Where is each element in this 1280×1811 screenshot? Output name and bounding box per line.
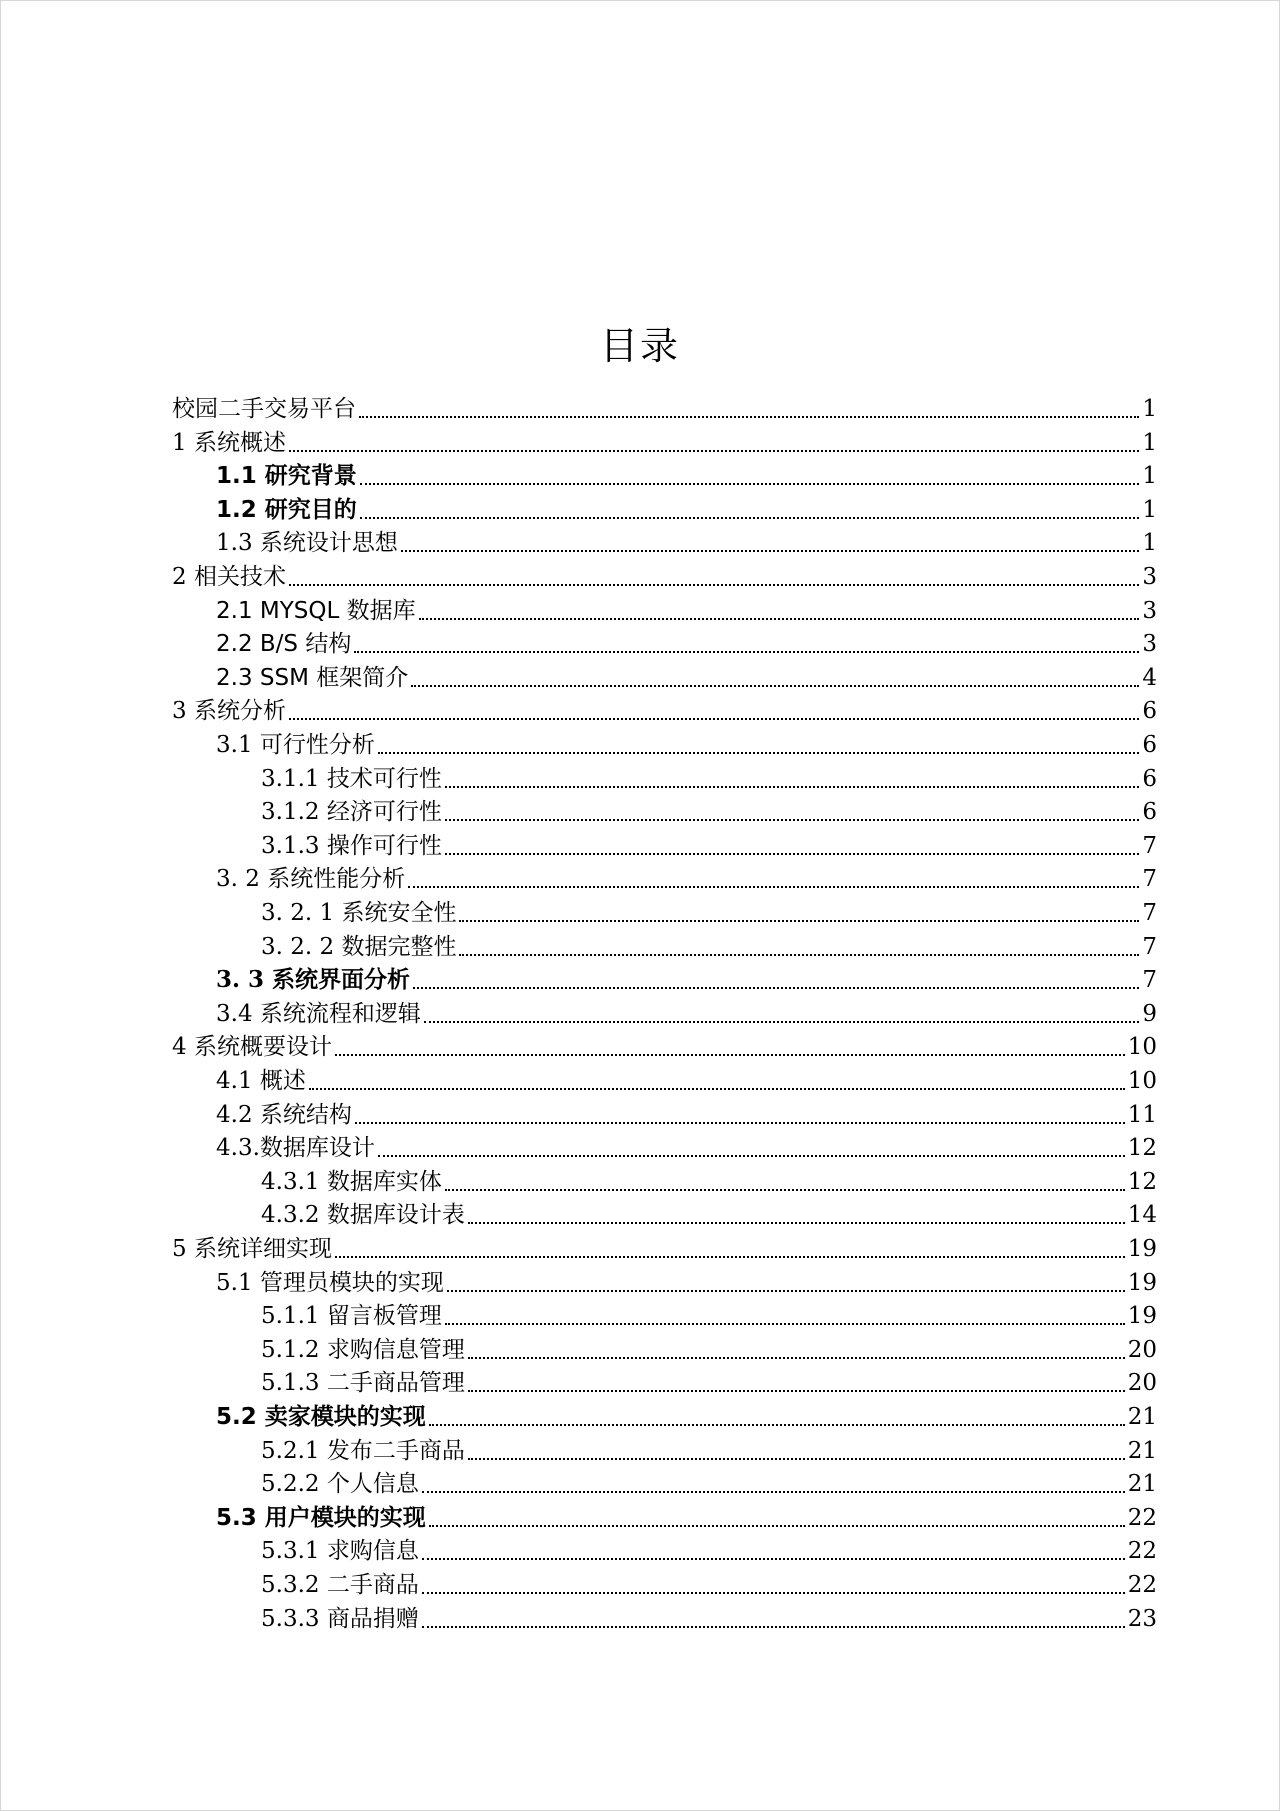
toc-entry[interactable] [261, 930, 1157, 964]
toc-entry-title: 2.3 SSM 框架简介 [216, 664, 409, 691]
toc-title: 目录 [599, 324, 680, 368]
toc-entry[interactable] [261, 1333, 1157, 1367]
toc-entry-title: 5.1.3 二手商品管理 [261, 1370, 465, 1397]
toc-entry-page-number: 6 [1142, 765, 1157, 792]
toc-dot-leader [355, 1122, 1125, 1124]
toc-entry[interactable] [216, 526, 1157, 560]
toc-entry-title: 5.3 用户模块的实现 [216, 1504, 426, 1531]
toc-dot-leader [422, 1626, 1125, 1628]
toc-entry[interactable] [216, 1501, 1157, 1535]
toc-entry[interactable] [216, 1064, 1157, 1098]
toc-dot-leader [360, 483, 1140, 485]
toc-entry[interactable] [216, 493, 1157, 527]
toc-entry-title: 4 系统概要设计 [172, 1034, 332, 1061]
toc-dot-leader [359, 416, 1139, 418]
toc-dot-leader [335, 1256, 1125, 1258]
toc-entry-title: 3.1.2 经济可行性 [261, 799, 442, 826]
toc-entry-page-number: 7 [1142, 866, 1157, 893]
toc-entry-title: 3.1 可行性分析 [216, 732, 375, 758]
toc-entry-title: 校园二手交易平台 [172, 396, 356, 422]
toc-entry[interactable] [261, 1534, 1157, 1568]
toc-entry-title: 4.3.2 数据库设计表 [261, 1202, 465, 1229]
toc-entry-title: 4.3.1 数据库实体 [261, 1168, 442, 1195]
toc-entry-title: 5.3.1 求购信息 [261, 1538, 419, 1565]
toc-entry-title: 3.4 系统流程和逻辑 [216, 1000, 421, 1027]
toc-dot-leader [360, 517, 1140, 519]
toc-entry-title: 3 系统分析 [172, 698, 286, 725]
toc-entry-title: 4.3.数据库设计 [216, 1135, 375, 1162]
toc-entry-title: 3.1.1 技术可行性 [261, 765, 442, 792]
toc-dot-leader [468, 1357, 1125, 1359]
toc-entry[interactable] [261, 896, 1157, 930]
toc-entry[interactable] [216, 997, 1157, 1031]
toc-entry[interactable] [216, 594, 1157, 628]
toc-dot-leader [335, 1054, 1125, 1056]
toc-entry-title: 3. 2. 2 数据完整性 [261, 933, 457, 960]
toc-entry-title: 5.1.2 求购信息管理 [261, 1336, 465, 1363]
toc-entry-page-number: 19 [1127, 1236, 1157, 1262]
toc-entry[interactable] [261, 1568, 1157, 1602]
toc-entry-title: 3. 3 系统界面分析 [216, 966, 411, 994]
toc-dot-leader [422, 1558, 1125, 1560]
toc-entry[interactable] [172, 1232, 1157, 1266]
toc-dot-leader [429, 1424, 1125, 1426]
toc-entry[interactable] [261, 762, 1157, 796]
toc-dot-leader [408, 886, 1139, 888]
toc-entry-page-number: 21 [1127, 1404, 1157, 1430]
toc-dot-leader [289, 718, 1139, 720]
toc-dot-leader [422, 1491, 1125, 1493]
toc-entry[interactable] [261, 1434, 1157, 1468]
toc-entry-page-number: 1 [1142, 530, 1157, 557]
toc-entry[interactable] [261, 1165, 1157, 1199]
toc-entry-title: 1.2 研究目的 [216, 496, 357, 523]
toc-entry[interactable] [216, 728, 1157, 762]
toc-entry-title: 2 相关技术 [172, 564, 286, 590]
toc-entry-page-number: 6 [1142, 698, 1157, 725]
toc-entry[interactable] [261, 1366, 1157, 1400]
toc-entry-page-number: 19 [1127, 1303, 1157, 1330]
toc-entry-page-number: 6 [1142, 732, 1157, 758]
toc-entry-title: 2.2 B/S 结构 [216, 631, 352, 658]
toc-entry-page-number: 10 [1127, 1068, 1157, 1094]
toc-entry-page-number: 22 [1127, 1504, 1157, 1531]
toc-entry-page-number: 20 [1127, 1336, 1157, 1363]
toc-entry[interactable] [216, 1131, 1157, 1165]
toc-dot-leader [468, 1390, 1125, 1392]
toc-entry-page-number: 12 [1127, 1135, 1157, 1162]
toc-entry-page-number: 22 [1127, 1538, 1157, 1565]
toc-entry[interactable] [216, 1266, 1157, 1300]
toc-dot-leader [309, 1088, 1125, 1090]
toc-entry-page-number: 21 [1127, 1437, 1157, 1464]
toc-entry[interactable] [216, 1400, 1157, 1434]
toc-dot-leader [413, 987, 1139, 989]
toc-entry-title: 5.1 管理员模块的实现 [216, 1269, 444, 1296]
toc-entry-page-number: 7 [1142, 900, 1157, 926]
toc-entry[interactable] [216, 963, 1157, 997]
toc-entry-title: 5.2.2 个人信息 [261, 1471, 419, 1498]
toc-entry-page-number: 1 [1142, 463, 1157, 490]
toc-entry-page-number: 6 [1142, 799, 1157, 826]
toc-entry-page-number: 1 [1142, 396, 1157, 422]
toc-entry[interactable] [261, 1299, 1157, 1333]
toc-dot-leader [445, 786, 1140, 788]
toc-entry-title: 5.2 卖家模块的实现 [216, 1404, 426, 1430]
toc-entry-title: 4.2 系统结构 [216, 1101, 352, 1128]
toc-entry-page-number: 14 [1127, 1202, 1157, 1229]
toc-dot-leader [289, 450, 1139, 452]
toc-entry-page-number: 11 [1127, 1101, 1157, 1128]
toc-dot-leader [445, 1323, 1125, 1325]
toc-dot-leader [445, 819, 1140, 821]
toc-entry-page-number: 23 [1127, 1605, 1157, 1632]
toc-dot-leader [289, 584, 1139, 586]
toc-entry-title: 5.2.1 发布二手商品 [261, 1437, 465, 1464]
toc-entry[interactable] [172, 426, 1157, 460]
toc-entry-title: 2.1 MYSQL 数据库 [216, 597, 416, 624]
toc-dot-leader [445, 853, 1140, 855]
toc-dot-leader [468, 1222, 1125, 1224]
toc-entry-page-number: 9 [1142, 1000, 1157, 1027]
toc-entry[interactable] [216, 862, 1157, 896]
toc-dot-leader [401, 550, 1139, 552]
toc-entry-title: 5.1.1 留言板管理 [261, 1303, 442, 1330]
toc-entry-page-number: 4 [1142, 664, 1157, 691]
toc-entry-page-number: 7 [1142, 832, 1157, 859]
toc-entry[interactable] [261, 1198, 1157, 1232]
toc-dot-leader [468, 1458, 1125, 1460]
toc-entry-page-number: 1 [1142, 429, 1157, 456]
toc-entry-page-number: 3 [1142, 564, 1157, 590]
toc-entry-title: 3.1.3 操作可行性 [261, 832, 442, 859]
toc-entry-page-number: 22 [1127, 1572, 1157, 1598]
toc-entry-title: 5.3.3 商品捐赠 [261, 1605, 419, 1632]
toc-entry-page-number: 21 [1127, 1471, 1157, 1498]
toc-entry-title: 1.3 系统设计思想 [216, 530, 398, 557]
toc-entry-page-number: 1 [1142, 496, 1157, 523]
toc-entry-page-number: 12 [1127, 1168, 1157, 1195]
toc-entry[interactable] [172, 392, 1157, 426]
toc-entry-title: 1.1 研究背景 [216, 463, 357, 490]
toc-entry-title: 5.3.2 二手商品 [261, 1572, 419, 1598]
toc-entry[interactable] [216, 661, 1157, 695]
toc-dot-leader [411, 685, 1139, 687]
toc-dot-leader [424, 1021, 1139, 1023]
toc-entry-page-number: 7 [1142, 967, 1157, 994]
toc-entry-page-number: 19 [1127, 1269, 1157, 1296]
toc-entry-title: 4.1 概述 [216, 1068, 306, 1094]
toc-dot-leader [378, 752, 1139, 754]
toc-dot-leader [459, 954, 1139, 956]
toc-entry-title: 1 系统概述 [172, 429, 286, 456]
toc-entry[interactable] [261, 1602, 1157, 1636]
toc-entry-page-number: 7 [1142, 933, 1157, 960]
toc-entry-page-number: 10 [1127, 1034, 1157, 1061]
toc-dot-leader [429, 1525, 1125, 1527]
toc-entry[interactable] [216, 459, 1157, 493]
toc-entry[interactable] [216, 627, 1157, 661]
toc-entry[interactable] [172, 560, 1157, 594]
toc-entry-page-number: 3 [1142, 597, 1157, 624]
toc-dot-leader [354, 651, 1139, 653]
toc-dot-leader [459, 920, 1139, 922]
toc-entry[interactable] [172, 1030, 1157, 1064]
toc-dot-leader [445, 1189, 1125, 1191]
toc-entry-title: 3. 2 系统性能分析 [216, 866, 406, 893]
toc-entry[interactable] [216, 1098, 1157, 1132]
toc-entry[interactable] [172, 694, 1157, 728]
toc-entry[interactable] [261, 1467, 1157, 1501]
toc-entry[interactable] [261, 795, 1157, 829]
toc-entry-title: 5 系统详细实现 [172, 1236, 332, 1262]
toc-entry[interactable] [261, 829, 1157, 863]
toc-entry-page-number: 20 [1127, 1370, 1157, 1397]
toc-dot-leader [422, 1592, 1125, 1594]
toc-entry-page-number: 3 [1142, 631, 1157, 658]
toc-dot-leader [419, 618, 1140, 620]
toc-dot-leader [378, 1155, 1125, 1157]
toc-dot-leader [447, 1290, 1125, 1292]
toc-entry-title: 3. 2. 1 系统安全性 [261, 900, 457, 926]
